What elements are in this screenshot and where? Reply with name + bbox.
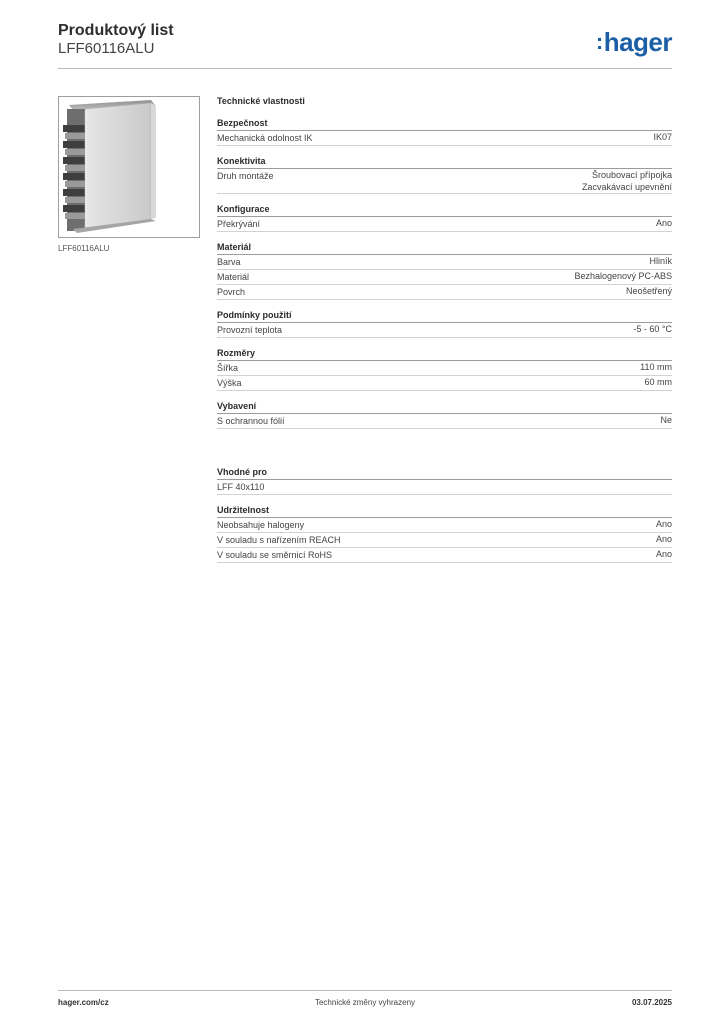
spec-row (217, 323, 672, 338)
spec-row (217, 376, 672, 391)
footer-website-link[interactable]: hager.com/cz (58, 998, 109, 1007)
spec-value-line: -5 - 60 °C (633, 324, 672, 334)
spec-group (217, 309, 672, 338)
spec-label: V souladu s nařízením REACH (217, 535, 341, 545)
page-title: Produktový list (58, 22, 174, 39)
footer-note: Technické změny vyhrazeny (314, 998, 416, 1007)
spec-row (217, 533, 672, 548)
spec-value-line: Zacvakávací upevnění (581, 182, 672, 192)
spec-row (217, 414, 672, 429)
spec-value-line: Ano (655, 218, 672, 228)
product-image-caption: LFF60116ALU (58, 244, 110, 253)
spec-label: Barva (217, 257, 241, 267)
spec-group (217, 155, 672, 194)
spec-row (217, 169, 672, 194)
spec-value (656, 217, 672, 231)
spec-value (574, 270, 672, 284)
spec-group-title: Bezpečnost (217, 117, 672, 131)
spec-label: Provozní teplota (217, 325, 283, 335)
spec-value (656, 533, 672, 547)
spec-value (640, 361, 672, 375)
spec-group (217, 203, 672, 232)
spec-value-line: Hliník (649, 256, 672, 266)
spec-value (649, 255, 672, 269)
spec-groups (217, 117, 672, 563)
spec-label: Neobsahuje halogeny (217, 520, 305, 530)
section-spacer (217, 438, 672, 466)
spec-value-line: IK07 (653, 132, 672, 142)
spec-row (217, 131, 672, 146)
spec-group-title: Vybavení (217, 400, 672, 414)
hager-logo[interactable]: :hager (595, 27, 672, 57)
spec-group-title: Udržitelnost (217, 504, 672, 518)
spec-group (217, 241, 672, 300)
spec-label: Materiál (217, 272, 250, 282)
footer-divider (58, 990, 672, 991)
spec-group-title: Materiál (217, 241, 672, 255)
spec-label: V souladu se směrnicí RoHS (217, 550, 333, 560)
cable-duct-end-cap-illustration (59, 97, 199, 237)
spec-label: Mechanická odolnost IK (217, 133, 313, 143)
spec-value (626, 285, 672, 299)
spec-group-title: Podmínky použití (217, 309, 672, 323)
spec-group (217, 466, 672, 495)
spec-label: Druh montáže (217, 171, 274, 181)
spec-group (217, 117, 672, 146)
spec-value-line: Ne (660, 415, 672, 425)
spec-label: Překrývání (217, 219, 261, 229)
spec-value-line: Šroubovací přípojka (591, 170, 672, 180)
spec-value (633, 323, 672, 337)
spec-row (217, 255, 672, 270)
spec-row (217, 518, 672, 533)
spec-value-line: Ano (655, 519, 672, 529)
spec-group-title: Konektivita (217, 155, 672, 169)
page-header (58, 22, 672, 58)
spec-row (217, 480, 672, 495)
spec-group (217, 504, 672, 563)
header-divider (58, 68, 672, 69)
product-code: LFF60116ALU (58, 40, 155, 57)
spec-value (582, 169, 672, 193)
product-image (58, 96, 200, 238)
spec-label: Výška (217, 378, 242, 388)
spec-value-line: 110 mm (640, 362, 672, 372)
spec-row (217, 548, 672, 563)
spec-group (217, 347, 672, 391)
spec-value (644, 376, 672, 390)
spec-label: Šířka (217, 363, 239, 373)
spec-value-line: Bezhalogenový PC-ABS (574, 271, 672, 281)
spec-value-line: Ano (655, 549, 672, 559)
spec-value (656, 518, 672, 532)
spec-value-line: Ano (655, 534, 672, 544)
spec-value-line: 60 mm (644, 377, 672, 387)
spec-label: Povrch (217, 287, 246, 297)
spec-group-title: Rozměry (217, 347, 672, 361)
spec-row (217, 217, 672, 232)
spec-label: S ochrannou fólií (217, 416, 285, 426)
spec-value (656, 548, 672, 562)
logo-text: hager (603, 27, 672, 57)
footer-date: 03.07.2025 (631, 998, 672, 1007)
spec-group-title: Vhodné pro (217, 466, 672, 480)
spec-value-line: Neošetřený (625, 286, 672, 296)
spec-row (217, 270, 672, 285)
spec-group-title: Konfigurace (217, 203, 672, 217)
spec-label: LFF 40x110 (217, 482, 265, 492)
spec-value (653, 131, 672, 145)
spec-value (660, 414, 672, 428)
technical-specifications (217, 96, 672, 572)
spec-heading: Technické vlastnosti (217, 96, 305, 106)
spec-row (217, 361, 672, 376)
spec-group (217, 400, 672, 429)
spec-row (217, 285, 672, 300)
